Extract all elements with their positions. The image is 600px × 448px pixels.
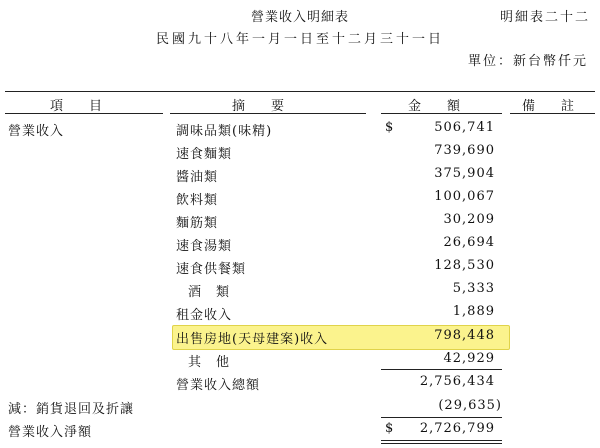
row-summary: 醬油類 xyxy=(176,170,219,185)
row-item-label: 減：銷貨退回及折讓 xyxy=(8,402,135,417)
row-summary: 飲料類 xyxy=(176,193,219,208)
column-header-remarks: 備 註 xyxy=(522,99,575,114)
row-summary: 速食麵類 xyxy=(176,147,233,162)
row-amount: 42,929 xyxy=(443,351,495,366)
row-summary: 酒 類 xyxy=(188,285,231,300)
currency-symbol: $ xyxy=(385,421,395,436)
row-amount-deduction: (29,635) xyxy=(438,398,502,413)
column-header-summary: 摘 要 xyxy=(232,99,285,114)
row-summary: 調味品類(味精) xyxy=(176,124,273,139)
row-summary: 其 他 xyxy=(188,355,231,370)
row-amount: 375,904 xyxy=(434,166,495,181)
row-amount: 506,741 xyxy=(434,120,495,135)
row-amount: 100,067 xyxy=(434,189,495,204)
row-summary: 租金收入 xyxy=(176,308,233,323)
net-double-rule-2 xyxy=(381,443,502,444)
row-amount-total: 2,756,434 xyxy=(419,374,495,389)
currency-symbol: $ xyxy=(385,120,395,135)
currency-unit: 單位：新台幣仟元 xyxy=(467,54,588,69)
row-summary-highlighted: 出售房地(天母建案)收入 xyxy=(176,332,329,347)
row-amount: 128,530 xyxy=(434,258,495,273)
row-summary: 速食供餐類 xyxy=(176,262,247,277)
row-amount: 5,333 xyxy=(452,281,495,296)
row-item-label: 營業收入淨額 xyxy=(8,425,93,440)
net-double-rule-1 xyxy=(381,440,502,441)
page-title: 營業收入明細表 xyxy=(250,10,349,25)
column-header-item: 項 目 xyxy=(50,99,103,114)
row-amount-highlighted: 798,448 xyxy=(434,328,495,343)
header-top-rule xyxy=(5,91,595,92)
table-number: 明細表二十二 xyxy=(499,10,590,25)
report-period: 民國九十八年一月一日至十二月三十一日 xyxy=(155,32,444,47)
row-item-label: 營業收入 xyxy=(8,124,65,139)
column-header-amount: 金 額 xyxy=(408,99,461,114)
row-amount-net: 2,726,799 xyxy=(419,421,495,436)
subtotal-rule xyxy=(381,369,502,370)
row-amount: 739,690 xyxy=(434,143,495,158)
row-amount: 1,889 xyxy=(452,304,495,319)
row-summary: 麵筋類 xyxy=(176,216,219,231)
net-top-rule xyxy=(381,417,502,418)
row-amount: 26,694 xyxy=(443,235,495,250)
row-summary: 速食湯類 xyxy=(176,239,233,254)
row-amount: 30,209 xyxy=(443,212,495,227)
row-summary-total: 營業收入總額 xyxy=(176,378,261,393)
